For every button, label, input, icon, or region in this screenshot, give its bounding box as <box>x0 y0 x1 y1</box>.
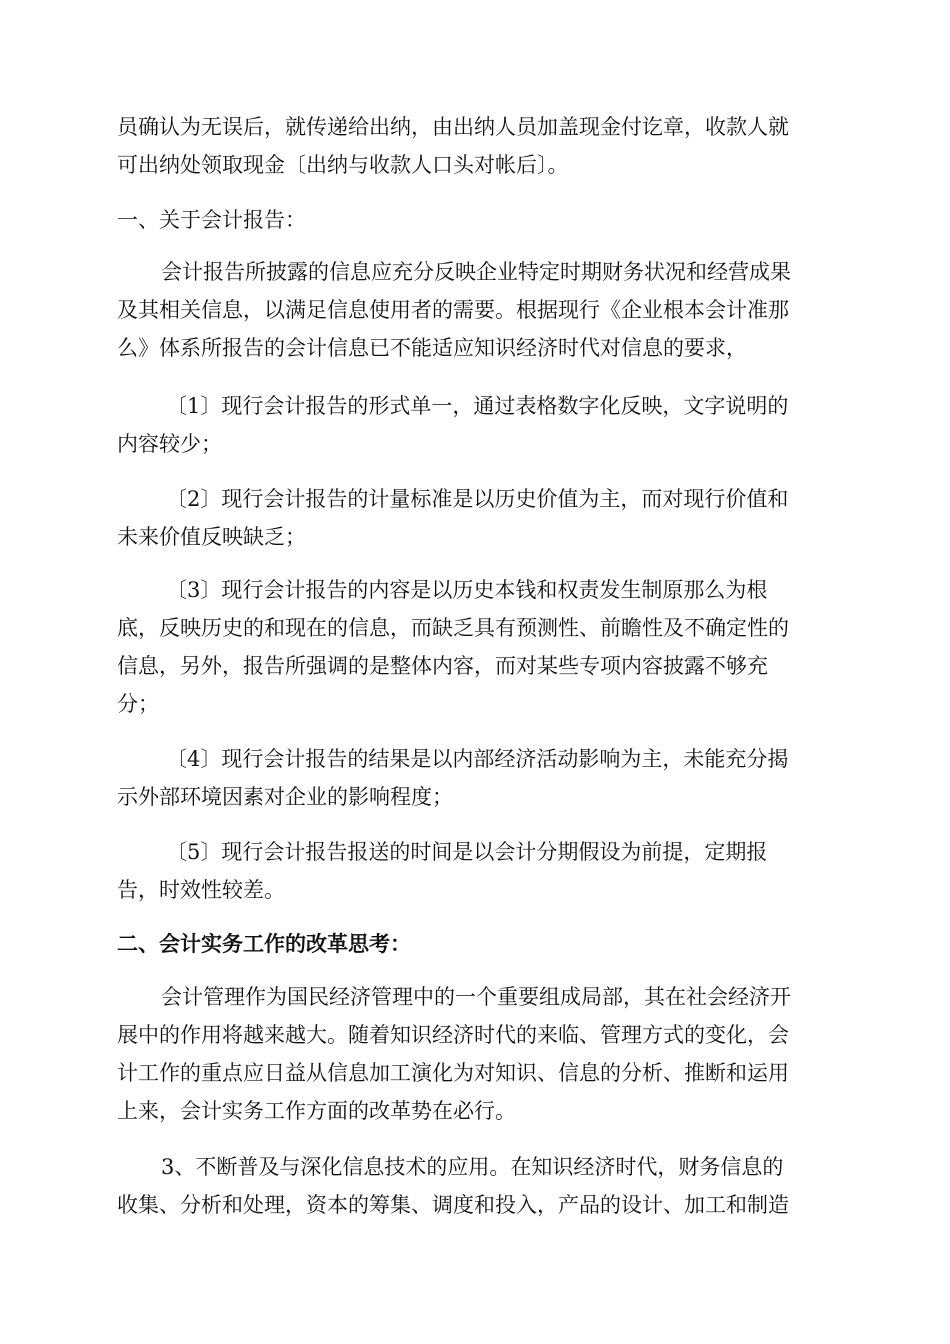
list-item-5 <box>117 833 837 909</box>
paragraph-reform <box>117 978 837 1130</box>
text-line: 可出纳处领取现金〔出纳与收款人口头对帐后〕。 <box>117 153 569 177</box>
heading-text: 一、关于会计报告： <box>117 208 306 232</box>
text-line: 内容较少； <box>117 432 222 456</box>
heading-text: 二、会计实务工作的改革思考： <box>117 932 411 956</box>
text-line: 计工作的重点应日益从信息加工演化为对知识、信息的分析、推断和运用 <box>117 1061 789 1085</box>
text-line: 底，反映历史的和现在的信息，而缺乏具有预测性、前瞻性及不确定性的 <box>117 616 789 640</box>
text-line: 会计报告所披露的信息应充分反映企业特定时期财务状况和经营成果 <box>161 260 791 284</box>
text-line: 〔1〕现行会计报告的形式单一，通过表格数字化反映，文字说明的 <box>166 394 789 418</box>
text-line: 〔5〕现行会计报告报送的时间是以会计分期假设为前提，定期报 <box>166 840 768 864</box>
text-line: 员确认为无误后，就传递给出纳，由出纳人员加盖现金付讫章，收款人就 <box>117 115 789 139</box>
list-item-3 <box>117 571 837 723</box>
text-line: 示外部环境因素对企业的影响程度； <box>117 785 453 809</box>
text-line: 〔3〕现行会计报告的内容是以历史本钱和权责发生制原那么为根 <box>166 578 768 602</box>
list-item-1 <box>117 387 837 463</box>
paragraph-continuation <box>117 108 837 184</box>
text-line: 上来，会计实务工作方面的改革势在必行。 <box>117 1099 516 1123</box>
section-heading-2 <box>117 925 837 963</box>
text-line: 及其相关信息，以满足信息使用者的需要。根据现行《企业根本会计准那 <box>117 298 789 322</box>
section-heading-1 <box>117 201 837 239</box>
text-line: 展中的作用将越来越大。随着知识经济时代的来临、管理方式的变化，会 <box>117 1023 789 1047</box>
text-line: 信息，另外，报告所强调的是整体内容，而对某些专项内容披露不够充 <box>117 654 768 678</box>
text-line: 3、不断普及与深化信息技术的应用。在知识经济时代，财务信息的 <box>161 1155 784 1179</box>
paragraph-report-intro <box>117 253 837 367</box>
text-line: 〔4〕现行会计报告的结果是以内部经济活动影响为主，未能充分揭 <box>166 747 789 771</box>
text-line: 收集、分析和处理，资本的筹集、调度和投入，产品的设计、加工和制造 <box>117 1193 789 1217</box>
list-item-2 <box>117 480 837 556</box>
text-line: 么》体系所报告的会计信息已不能适应知识经济时代对信息的要求， <box>117 336 747 360</box>
text-line: 分； <box>117 692 159 716</box>
list-item-4 <box>117 740 837 816</box>
text-line: 告，时效性较差。 <box>117 878 285 902</box>
text-line: 〔2〕现行会计报告的计量标准是以历史价值为主，而对现行价值和 <box>166 487 789 511</box>
paragraph-item-3 <box>117 1148 837 1224</box>
text-line: 会计管理作为国民经济管理中的一个重要组成局部，其在社会经济开 <box>161 985 791 1009</box>
text-line: 未来价值反映缺乏； <box>117 525 306 549</box>
